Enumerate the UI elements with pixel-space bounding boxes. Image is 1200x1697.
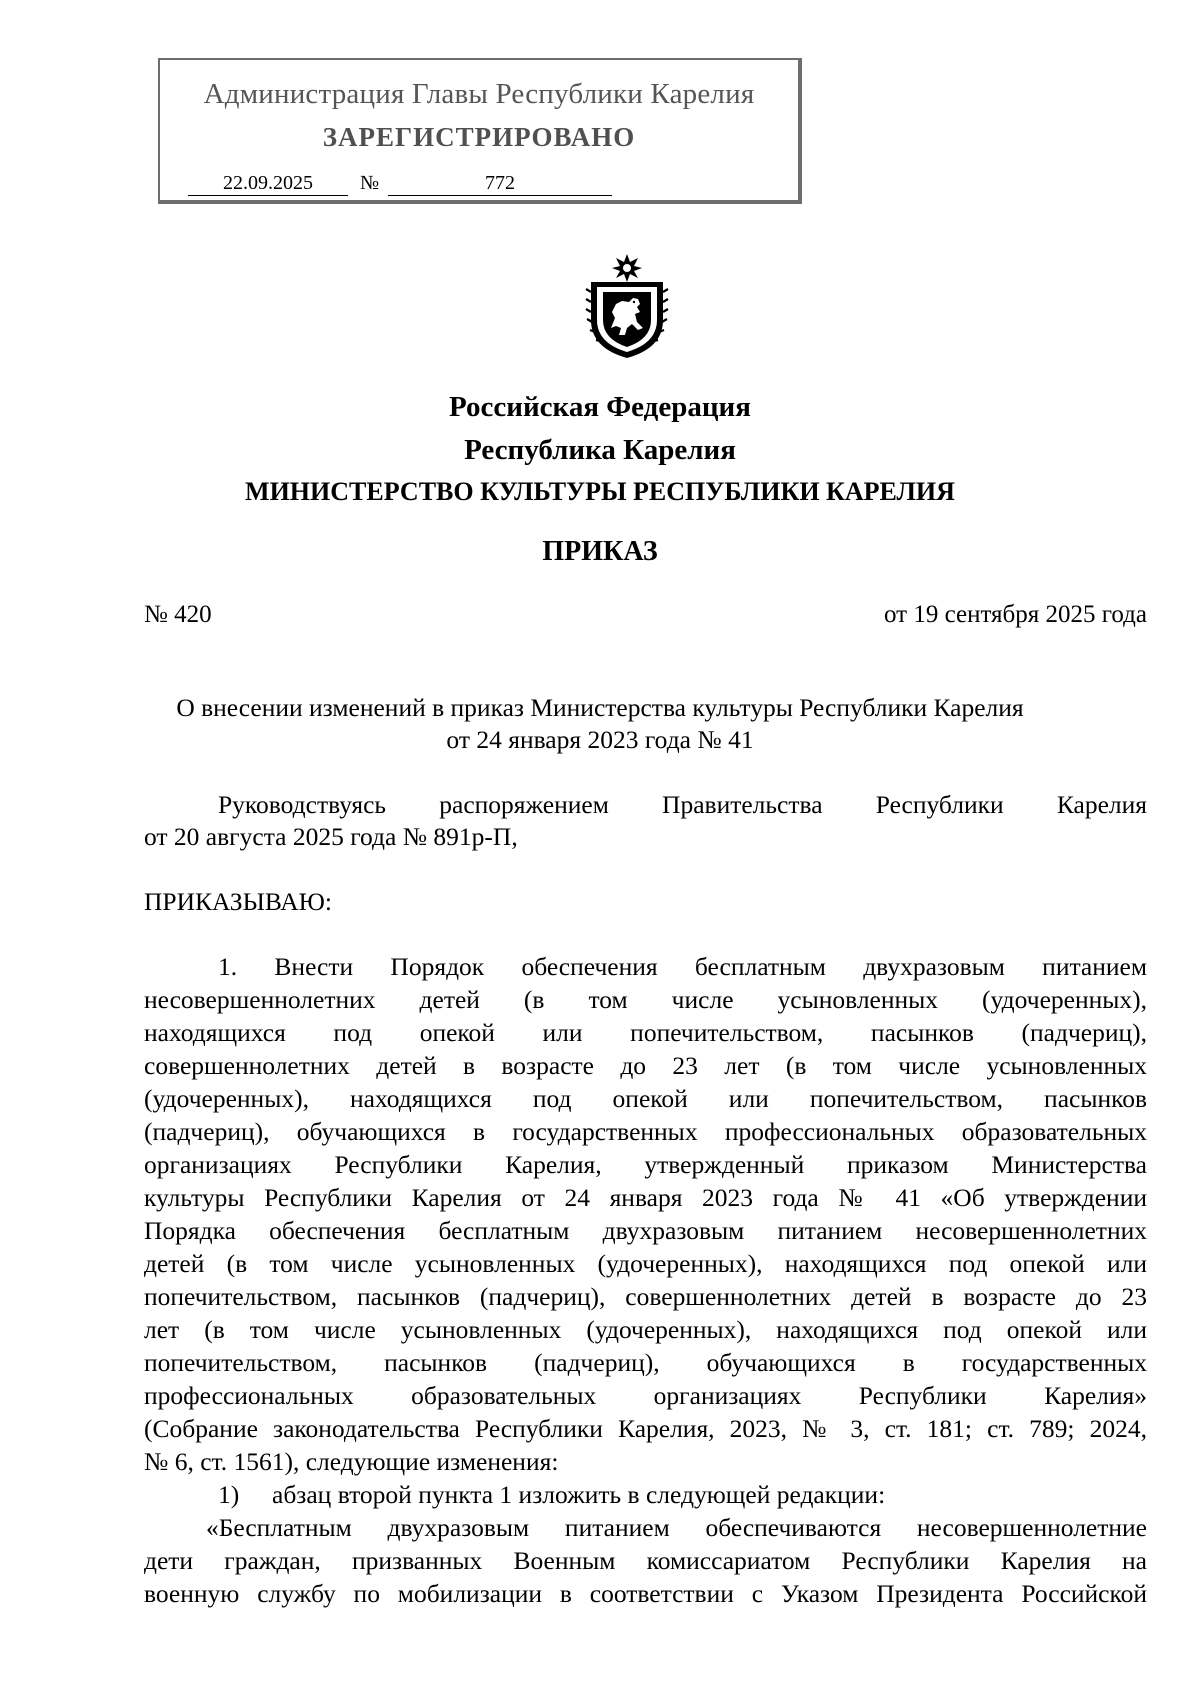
body-line: профессиональных образовательных организациях Республики Карелия» [144,1381,1147,1410]
body-line: 1. Внести Порядок обеспечения бесплатным двухразовым питанием [218,952,1147,981]
quote-line: «Бесплатным двухразовым питанием обеспечиваются несовершеннолетние [206,1513,1147,1542]
stamp-title: ЗАРЕГИСТРИРОВАНО [322,122,636,152]
order-word: ПРИКАЗЫВАЮ: [144,887,332,916]
body-line: Порядка обеспечения бесплатным двухразовым питанием несовершеннолетних [144,1216,1147,1245]
body-line: находящихся под опекой или попечительством, пасынков (падчериц), [144,1018,1147,1047]
body-line: культуры Республики Карелия от 24 января 2023 года № 41 «Об утверждении [144,1183,1147,1212]
body-line: несовершеннолетних детей (в том числе усыновленных (удочеренных), [144,985,1147,1014]
body-line: совершеннолетних детей в возрасте до 23 лет (в том числе усыновленных [144,1051,1147,1080]
stamp-number-label: № [360,172,380,194]
body-line: попечительством, пасынков (падчериц), обучающихся в государственных [144,1348,1147,1377]
stamp-number: 772 [388,172,612,196]
body-line: организациях Республики Карелия, утвержденный приказом Министерства [144,1150,1147,1179]
stamp-organization: Администрация Главы Республики Карелия [203,78,755,110]
subject-line-2: от 24 января 2023 года № 41 [446,725,754,754]
order-number: № 420 [144,601,212,628]
body-line: лет (в том числе усыновленных (удочеренных), находящихся под опекой или [144,1315,1147,1344]
preamble-line-2: от 20 августа 2025 года № 891р-П, [144,822,518,851]
registration-stamp [158,58,802,204]
stamp-date: 22.09.2025 [188,172,348,196]
order-date: от 19 сентября 2025 года [883,601,1147,628]
karelia-coat-of-arms-icon [585,252,669,360]
subject-line-1: О внесении изменений в приказ Министерства культуры Республики Карелия [176,693,1024,722]
document-type: ПРИКАЗ [542,536,658,567]
header-ministry: МИНИСТЕРСТВО КУЛЬТУРЫ РЕСПУБЛИКИ КАРЕЛИЯ [245,477,955,506]
preamble-line-1: Руководствуясь распоряжением Правительства Республики Карелия [218,790,1147,819]
body-line: № 6, ст. 1561), следующие изменения: [144,1447,559,1476]
body-line: (удочеренных), находящихся под опекой или попечительством, пасынков [144,1084,1147,1113]
body-line: детей (в том числе усыновленных (удочеренных), находящихся под опекой или [144,1249,1147,1278]
header-country: Российская Федерация [449,391,751,423]
item-text: абзац второй пункта 1 изложить в следующей редакции: [272,1480,886,1509]
quote-line: военную службу по мобилизации в соответствии с Указом Президента Российской [144,1579,1147,1608]
quote-line: дети граждан, призванных Военным комиссариатом Республики Карелия на [144,1546,1147,1575]
header-region: Республика Карелия [464,434,736,466]
body-line: (Собрание законодательства Республики Карелия, 2023, № 3, ст. 181; ст. 789; 2024, [144,1414,1147,1443]
body-line: попечительством, пасынков (падчериц), совершеннолетних детей в возрасте до 23 [144,1282,1147,1311]
body-line: (падчериц), обучающихся в государственных профессиональных образовательных [144,1117,1147,1146]
item-number: 1) [218,1480,240,1509]
